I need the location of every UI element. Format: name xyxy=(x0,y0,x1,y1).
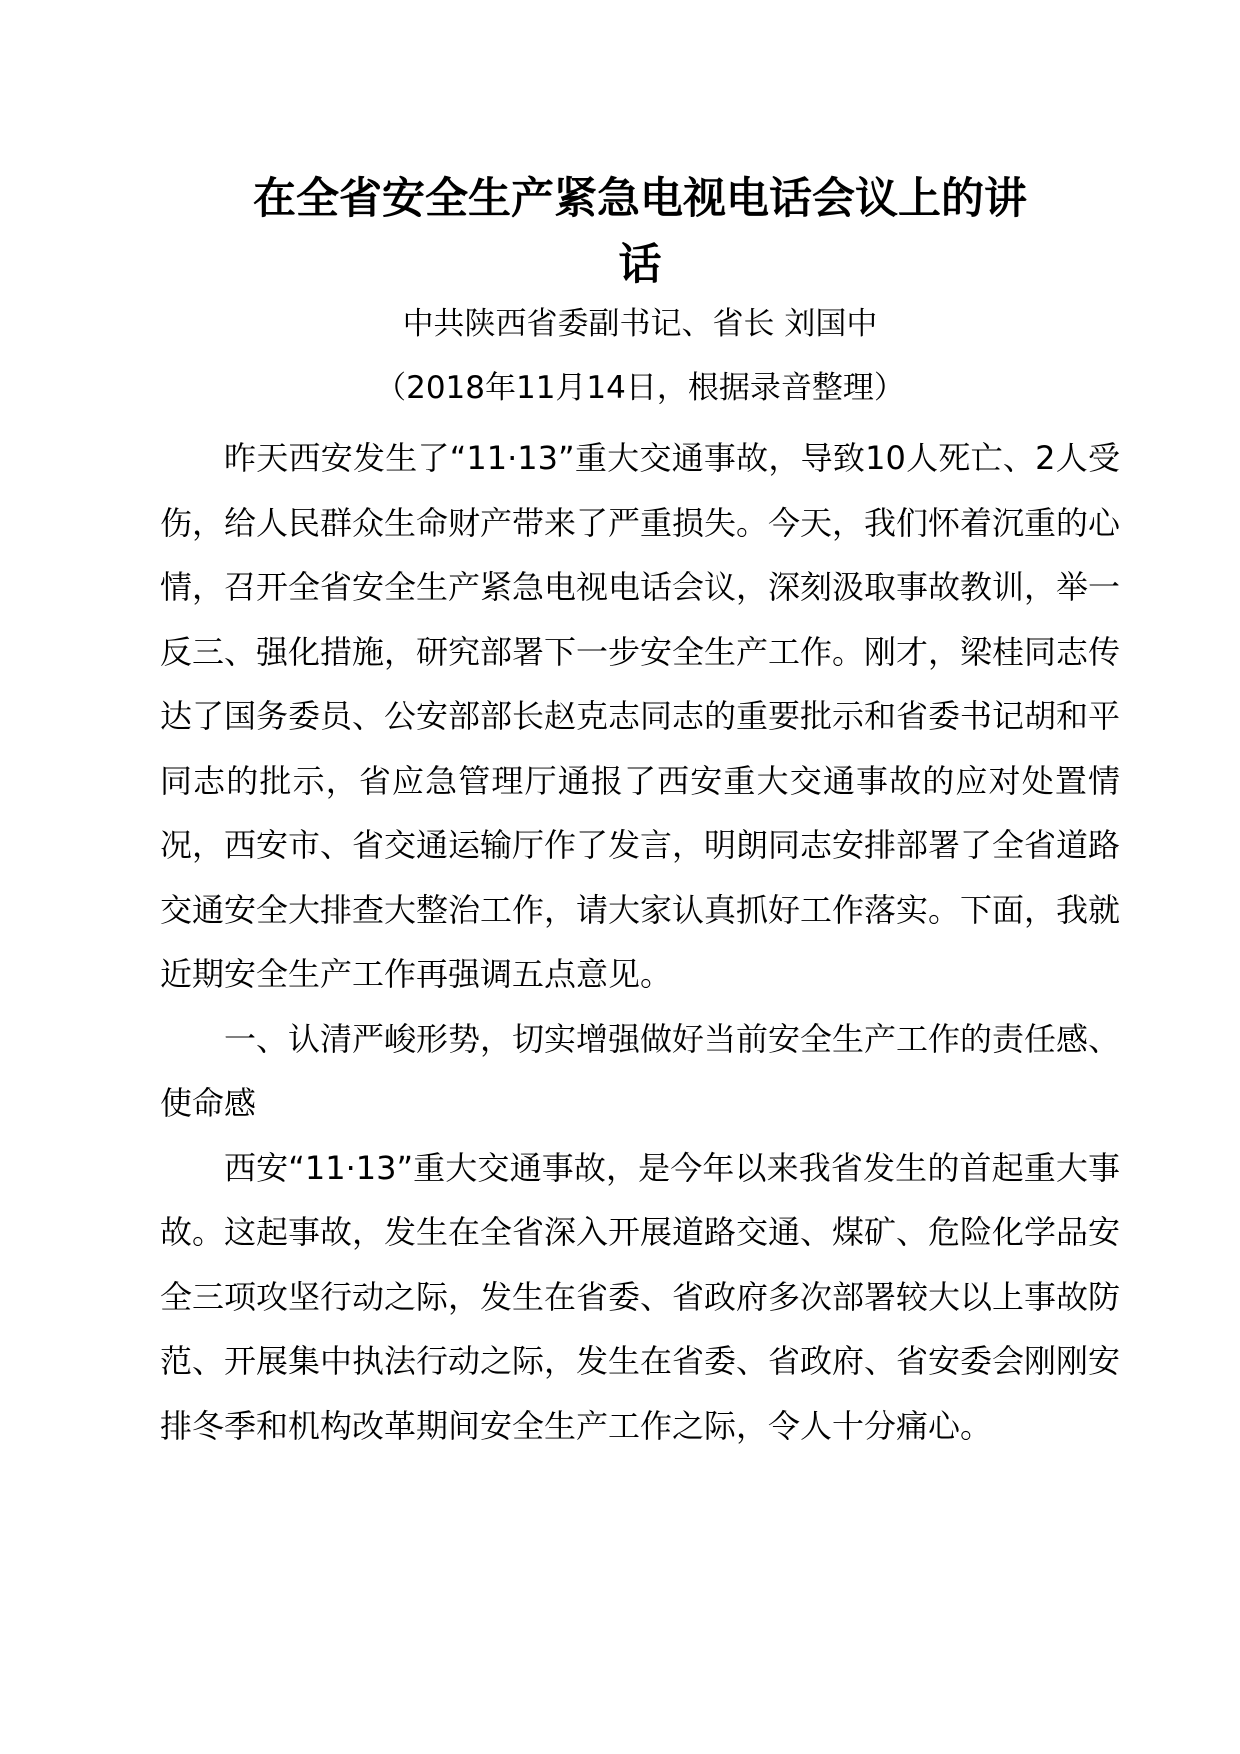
paragraph-intro: 昨天西安发生了“11·13”重大交通事故，导致10人死亡、2人受伤，给人民群众生命财产带来了严重损失。今天，我们怀着沉重的心情，召开全省安全生产紧急电视电话会议，深刻汲取事故教训，举一反三、强化措施，研究部署下一步安全生产工作。刚才，梁桂同志传达了国务委员、公安部部长赵克志同志的重要批示和省委书记胡和平同志的批示，省应急管理厅通报了西安重大交通事故的应对处置情况，西安市、省交通运输厅作了发言，明朗同志安排部署了全省道路交通安全大排查大整治工作，请大家认真抓好工作落实。下面，我就近期安全生产工作再强调五点意见。 xyxy=(160,439,1121,993)
document-title xyxy=(160,166,1120,298)
date-note: （2018年11月14日，根据录音整理） xyxy=(375,370,905,406)
document-body xyxy=(160,426,1120,1458)
document-title-line-1: 在全省安全生产紧急电视电话会议上的讲 xyxy=(253,174,1027,224)
author-line: 中共陕西省委副书记、省长 刘国中 xyxy=(402,306,878,342)
section-heading-1: 一、认清严峻形势，切实增强做好当前安全生产工作的责任感、使命感 xyxy=(160,1019,1121,1122)
paragraph-section-1: 西安“11·13”重大交通事故，是今年以来我省发生的首起重大事故。这起事故，发生在全省深入开展道路交通、煤矿、危险化学品安全三项攻坚行动之际，发生在省委、省政府多次部署较大以上事故防范、开展集中执法行动之际，发生在省委、省政府、省安委会刚刚安排冬季和机构改革期间安全生产工作之际，令人十分痛心。 xyxy=(160,1148,1121,1445)
document-title-line-2: 话 xyxy=(618,240,662,290)
